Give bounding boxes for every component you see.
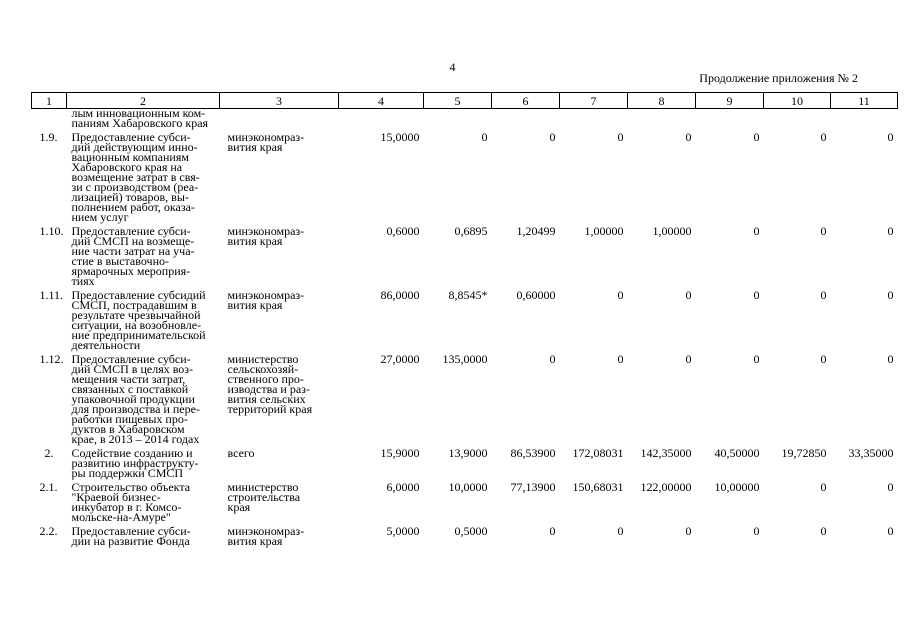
row-value: 0 [753, 352, 760, 366]
row-code: 2.1. [39, 480, 58, 494]
row-value: 27,0000 [380, 352, 420, 366]
column-header: 6 [492, 93, 560, 109]
row-value: 0 [685, 130, 692, 144]
row-executor: министерство сельскохозяй- ственного про- изводства и раз- вития сельских территорий края [227, 352, 313, 416]
row-executor: минэкономраз- вития края [227, 224, 305, 248]
row-description: Предоставление субси- дий СМСП на возмеще- ние части затрат на уча- стие в выставочно- ярмарочных мероприя- тиях [71, 224, 195, 288]
row-description: Предоставление субси- дий СМСП в целях воз- мещения части затрат, связанных с поставкой упаковочной продукции для производства и пере- работки пищевых про- дуктов в Хабаровском крае, в 2013 – 2014 годах [71, 352, 200, 446]
row-value: 19,72850 [781, 446, 827, 460]
row-value: 10,0000 [448, 480, 488, 494]
row-value: 0 [685, 524, 692, 538]
row-value: 5,0000 [386, 524, 420, 538]
row-description: Предоставление субси- дий действующим инно- вационным компаниям Хабаровского края на возмещение затрат в свя- зи с производством (реа- лизацией) товаров, вы- полнением работ, оказа- нием услуг [71, 130, 200, 224]
program-table [31, 92, 898, 550]
row-description: лым инновационным ком- паниям Хабаровского края [71, 106, 209, 130]
row-value: 77,13900 [510, 480, 556, 494]
row-value: 0 [820, 524, 827, 538]
row-executor: минэкономраз- вития края [227, 288, 305, 312]
row-executor: министерство строительства края [227, 480, 301, 514]
row-value: 0 [549, 352, 556, 366]
page-number: 4 [449, 60, 456, 74]
column-header: 5 [424, 93, 492, 109]
row-value: 0 [820, 288, 827, 302]
row-code: 2.2. [39, 524, 58, 538]
row-description: Предоставление субси- дии на развитие Фонда [71, 524, 191, 548]
row-value: 172,08031 [572, 446, 624, 460]
row-value: 8,8545* [448, 288, 488, 302]
continuation-label: Продолжение приложения № 2 [699, 71, 858, 85]
continuation-row [32, 109, 898, 133]
row-value: 0 [617, 352, 624, 366]
table-row [32, 448, 898, 482]
row-value: 86,0000 [380, 288, 420, 302]
column-header: 8 [628, 93, 696, 109]
row-value: 0 [820, 352, 827, 366]
row-value: 122,00000 [640, 480, 692, 494]
column-header: 2 [67, 93, 220, 109]
row-value: 13,9000 [448, 446, 488, 460]
row-code: 2. [44, 446, 54, 460]
row-description: Содействие созданию и развитию инфраструкту- ры поддержки СМСП [71, 446, 199, 480]
row-value: 135,0000 [442, 352, 488, 366]
row-code: 1.9. [39, 130, 58, 144]
row-value: 0 [685, 288, 692, 302]
row-value: 0 [753, 224, 760, 238]
row-value: 0 [887, 288, 894, 302]
row-value: 10,00000 [714, 480, 760, 494]
row-value: 86,53900 [510, 446, 556, 460]
row-value: 150,68031 [572, 480, 624, 494]
column-header: 7 [560, 93, 628, 109]
row-value: 0 [617, 288, 624, 302]
table-row [32, 226, 898, 290]
row-value: 0 [753, 524, 760, 538]
row-value: 0 [887, 524, 894, 538]
row-value: 15,9000 [380, 446, 420, 460]
row-value: 142,35000 [640, 446, 692, 460]
row-value: 1,00000 [584, 224, 624, 238]
row-value: 0 [753, 288, 760, 302]
row-code: 1.12. [39, 352, 64, 366]
column-header: 11 [831, 93, 898, 109]
table-row [32, 132, 898, 226]
row-value: 0 [887, 224, 894, 238]
column-header: 3 [220, 93, 339, 109]
row-value: 0 [820, 130, 827, 144]
row-value: 0 [753, 130, 760, 144]
column-header: 9 [696, 93, 764, 109]
row-value: 1,20499 [516, 224, 556, 238]
row-value: 0 [481, 130, 488, 144]
row-value: 0 [820, 480, 827, 494]
row-description: Предоставление субсидий СМСП, пострадавшим в результате чрезвычайной ситуации, на возобновле- ние предпринимательской деятельности [71, 288, 206, 352]
row-executor: минэкономраз- вития края [227, 130, 305, 154]
row-code: 1.10. [39, 224, 64, 238]
row-value: 0 [549, 130, 556, 144]
row-value: 0 [887, 130, 894, 144]
row-executor: всего [227, 446, 255, 460]
table-row [32, 354, 898, 448]
row-value: 0 [617, 130, 624, 144]
row-value: 0 [549, 524, 556, 538]
column-header: 1 [32, 93, 67, 109]
row-value: 6,0000 [386, 480, 420, 494]
row-value: 0 [820, 224, 827, 238]
row-value: 0,6895 [454, 224, 488, 238]
row-description: Строительство объекта "Краевой бизнес- инкубатор в г. Комсо- мольске-на-Амуре" [71, 480, 191, 524]
row-value: 15,0000 [380, 130, 420, 144]
row-value: 0,5000 [454, 524, 488, 538]
column-header: 10 [764, 93, 831, 109]
table-row [32, 482, 898, 526]
row-code: 1.11. [39, 288, 64, 302]
row-value: 0 [617, 524, 624, 538]
row-value: 33,35000 [848, 446, 894, 460]
column-header: 4 [339, 93, 424, 109]
row-value: 1,00000 [652, 224, 692, 238]
row-value: 0 [887, 480, 894, 494]
row-value: 0 [887, 352, 894, 366]
table-row [32, 526, 898, 550]
row-value: 0,6000 [386, 224, 420, 238]
row-executor: минэкономраз- вития края [227, 524, 305, 548]
row-value: 40,50000 [714, 446, 760, 460]
row-value: 0,60000 [516, 288, 556, 302]
row-value: 0 [685, 352, 692, 366]
table-row [32, 290, 898, 354]
